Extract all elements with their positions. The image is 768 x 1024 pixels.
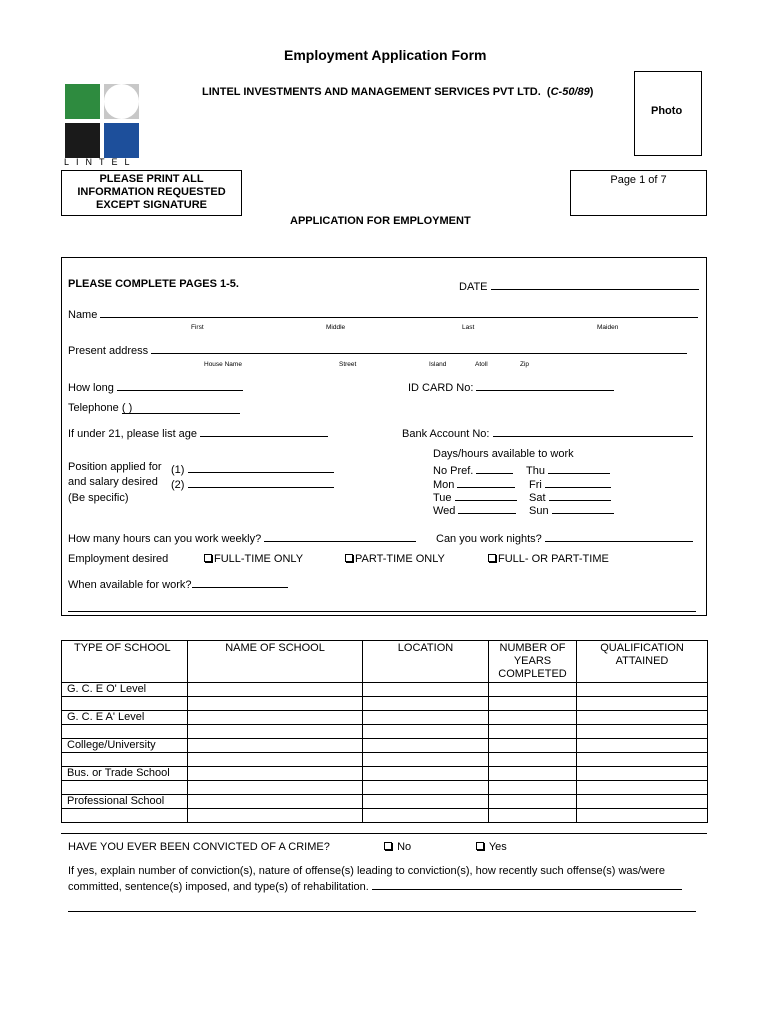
crime-explain-1: If yes, explain number of conviction(s), nature of offense(s) leading to conviction(s), how recently such offense(s) was/were [68,865,665,877]
available-field[interactable]: When available for work? [68,576,288,591]
col-name-of-school: NAME OF SCHOOL [188,641,363,683]
days-hours-label: Days/hours available to work [433,448,574,460]
page-indicator: Page 1 of 7 [570,170,707,216]
table-row-spacer [62,781,708,795]
checkbox-icon[interactable] [345,554,353,562]
name-part-maiden: Maiden [597,324,619,331]
checkbox-icon[interactable] [204,554,212,562]
form-subtitle: APPLICATION FOR EMPLOYMENT [290,215,471,227]
day-mon[interactable]: Mon [433,476,515,491]
table-row [62,739,708,753]
col-location: LOCATION [363,641,489,683]
position-1-field[interactable]: (1) [171,461,334,476]
photo-label: Photo [651,105,683,117]
table-row [62,683,708,697]
table-row [62,767,708,781]
blank-line[interactable] [68,911,696,912]
table-row-spacer [62,753,708,767]
logo-circle [104,84,139,119]
print-notice: PLEASE PRINT ALL INFORMATION REQUESTED EXCEPT SIGNATURE [61,170,242,216]
crime-yes-option[interactable]: Yes [476,841,507,853]
table-header-row [62,641,708,683]
checkbox-icon[interactable] [384,842,392,850]
name-part-first: First [191,324,204,331]
employment-desired-label: Employment desired [68,553,169,565]
school-type-cell: College/University [62,739,188,753]
company-name: LINTEL INVESTMENTS AND MANAGEMENT SERVICES PVT LTD. (C-50/89) [202,86,594,98]
col-type-of-school: TYPE OF SCHOOL [62,641,188,683]
table-row [62,795,708,809]
col-years-completed: NUMBER OF YEARS COMPLETED [489,641,577,683]
day-wed[interactable]: Wed [433,502,516,517]
form-title: Employment Application Form [284,47,487,63]
section-divider [61,833,707,834]
day-fri[interactable]: Fri [529,476,611,491]
date-field[interactable]: DATE [459,278,699,293]
school-type-cell: G. C. E O' Level [62,683,188,697]
name-part-last: Last [462,324,475,331]
instruction: PLEASE COMPLETE PAGES 1-5. [68,278,239,290]
position-2-field[interactable]: (2) [171,476,334,491]
table-row [62,711,708,725]
telephone-field[interactable]: Telephone ( ) [68,402,240,414]
table-row-spacer [62,725,708,739]
position-label-2: and salary desired [68,476,158,488]
crime-question: HAVE YOU EVER BEEN CONVICTED OF A CRIME? [68,841,330,853]
checkbox-icon[interactable] [476,842,484,850]
school-type-cell: Bus. or Trade School [62,767,188,781]
id-card-field[interactable]: ID CARD No: [408,379,614,394]
address-part-zip: Zip [520,361,530,368]
checkbox-icon[interactable] [488,554,496,562]
address-part-atoll: Atoll [475,361,488,368]
school-type-cell: G. C. E A' Level [62,711,188,725]
position-label-1: Position applied for [68,461,162,473]
crime-no-option[interactable]: No [384,841,411,853]
address-part-house: House Name [204,361,242,368]
logo-black-square [65,123,100,158]
bank-account-field[interactable]: Bank Account No: [402,425,693,440]
address-part-island: Island [429,361,447,368]
day-no-pref[interactable]: No Pref. [433,462,513,477]
table-row-spacer [62,809,708,823]
logo-blue-square [104,123,139,158]
crime-explain-field[interactable]: committed, sentence(s) imposed, and type(s) of rehabilitation. [68,878,682,893]
name-field[interactable]: Name [68,306,698,321]
blank-line[interactable] [68,611,696,612]
photo-box[interactable] [634,71,702,156]
work-nights-field[interactable]: Can you work nights? [436,530,693,545]
day-thu[interactable]: Thu [526,462,610,477]
day-tue[interactable]: Tue [433,489,517,504]
col-qualification: QUALIFICATION ATTAINED [577,641,708,683]
logo-text: LINTEL [64,157,137,167]
option-full-or-part-time[interactable]: FULL- OR PART-TIME [488,553,609,565]
day-sat[interactable]: Sat [529,489,611,504]
logo-green-square [65,84,100,119]
option-part-time[interactable]: PART-TIME ONLY [345,553,445,565]
education-table [61,640,708,823]
name-part-middle: Middle [326,324,346,331]
option-full-time[interactable]: FULL-TIME ONLY [204,553,303,565]
address-part-street: Street [339,361,357,368]
address-field[interactable]: Present address [68,342,687,357]
age-field[interactable]: If under 21, please list age [68,425,328,440]
school-type-cell: Professional School [62,795,188,809]
table-row-spacer [62,697,708,711]
day-sun[interactable]: Sun [529,502,614,517]
how-long-field[interactable]: How long [68,379,243,394]
position-label-3: (Be specific) [68,492,129,504]
hours-weekly-field[interactable]: How many hours can you work weekly? [68,530,416,545]
